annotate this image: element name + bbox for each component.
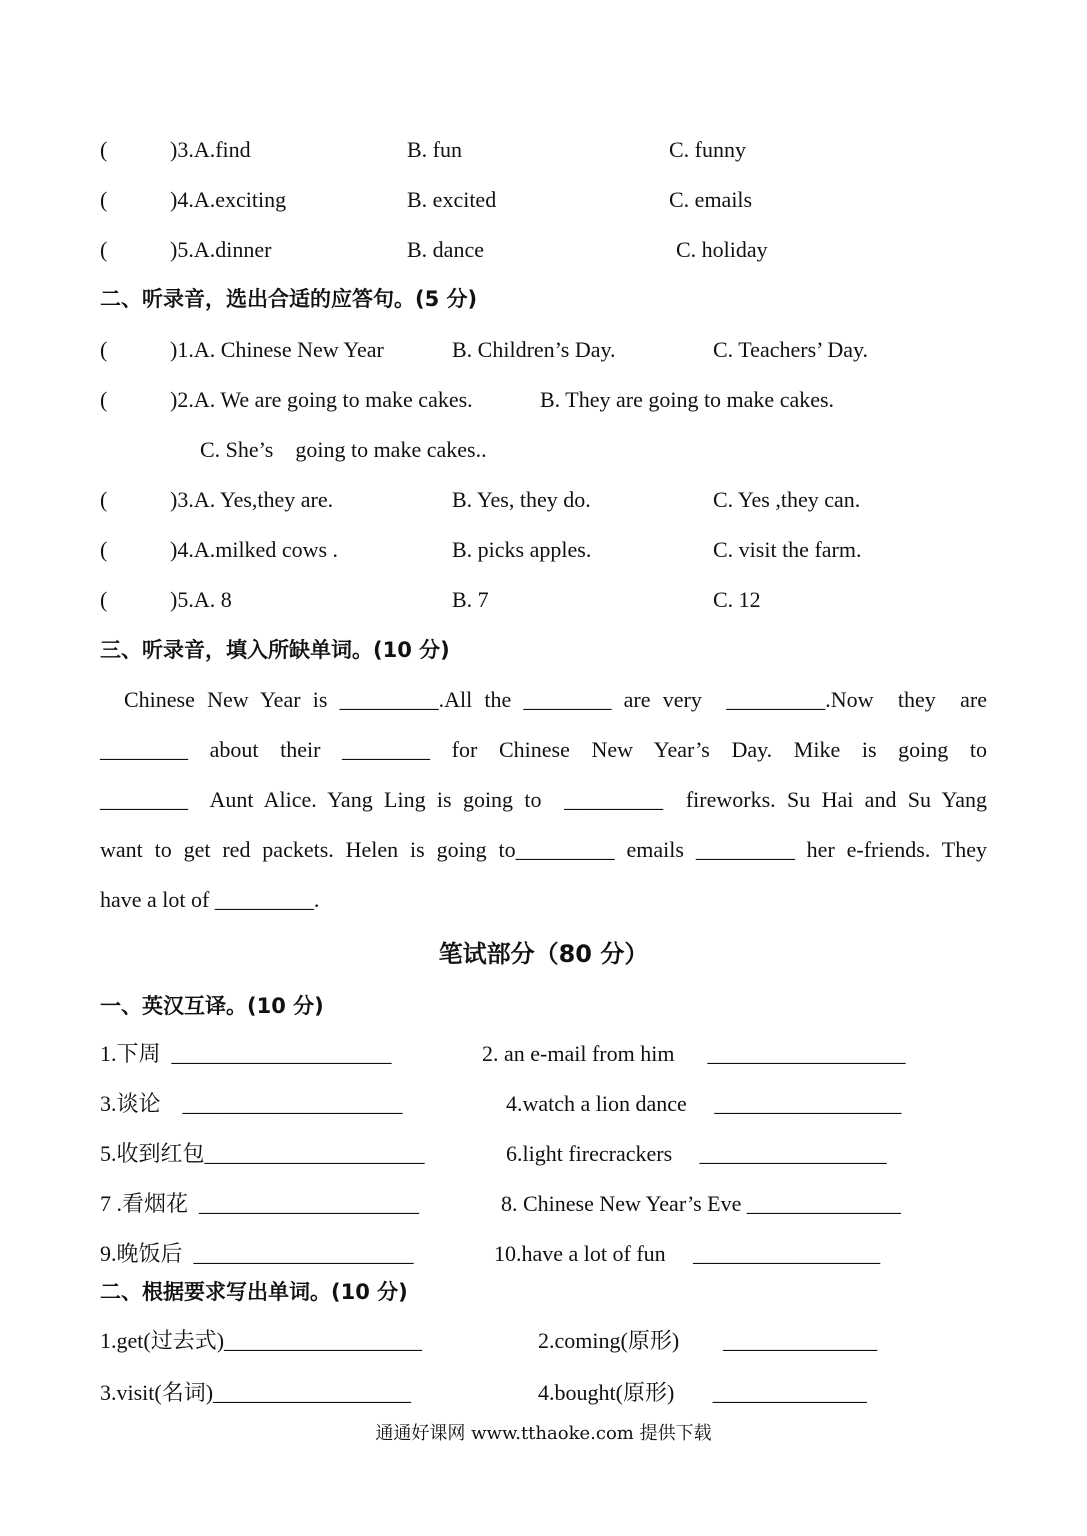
option-a: )4.A.milked cows . <box>170 537 339 562</box>
answer-paren[interactable]: ( <box>100 337 108 362</box>
translation-item[interactable]: 5.收到红包____________________ <box>100 1141 425 1166</box>
section-heading: 二、听录音，选出合适的应答句。(5 分) <box>100 287 478 311</box>
question-row <box>0 382 1087 418</box>
translation-row <box>0 1036 1087 1072</box>
question-row <box>0 232 1087 268</box>
page-footer: 通通好课网 www.tthaoke.com 提供下载 <box>375 1423 712 1444</box>
option-b: B. excited <box>407 187 497 212</box>
section-heading: 一、英汉互译。(10 分) <box>100 994 324 1018</box>
option-b: B. fun <box>407 137 462 162</box>
option-a: )4.A.exciting <box>170 187 287 212</box>
word-form-row <box>0 1323 1087 1359</box>
question-row <box>0 532 1087 568</box>
translation-item[interactable]: 6.light firecrackers _________________ <box>506 1141 887 1166</box>
option-a: )2.A. We are going to make cakes. <box>170 387 473 412</box>
option-c: C. holiday <box>676 237 768 262</box>
passage-line[interactable]: ________ Aunt Alice. Yang Ling is going to _________ fireworks. Su Hai and Su Yang <box>100 787 987 812</box>
answer-paren[interactable]: ( <box>100 487 108 512</box>
question-row <box>0 432 1087 468</box>
section-heading: 三、听录音，填入所缺单词。(10 分) <box>100 638 450 662</box>
word-form-item[interactable]: 4.bought(原形) ______________ <box>538 1380 867 1405</box>
answer-paren[interactable]: ( <box>100 387 108 412</box>
option-a: )5.A. 8 <box>170 587 232 612</box>
option-b: B. Children’s Day. <box>452 337 616 362</box>
cloze-passage <box>100 682 987 932</box>
option-a: )1.A. Chinese New Year <box>170 337 384 362</box>
option-c: C. 12 <box>713 587 761 612</box>
question-row <box>0 132 1087 168</box>
option-c: C. She’s going to make cakes.. <box>200 437 487 462</box>
word-form-item[interactable]: 1.get(过去式)__________________ <box>100 1328 423 1353</box>
option-a: )5.A.dinner <box>170 237 272 262</box>
question-row <box>0 482 1087 518</box>
translation-row <box>0 1186 1087 1222</box>
word-form-row <box>0 1375 1087 1411</box>
passage-line[interactable]: Chinese New Year is _________.All the ________ are very _________.Now they are <box>124 687 987 712</box>
answer-paren[interactable]: ( <box>100 187 108 212</box>
answer-paren[interactable]: ( <box>100 537 108 562</box>
word-form-item[interactable]: 2.coming(原形) ______________ <box>538 1328 878 1353</box>
translation-row <box>0 1236 1087 1272</box>
word-form-item[interactable]: 3.visit(名词)__________________ <box>100 1380 412 1405</box>
translation-row <box>0 1136 1087 1172</box>
translation-item[interactable]: 4.watch a lion dance _________________ <box>506 1091 902 1116</box>
option-b: B. dance <box>407 237 484 262</box>
passage-line[interactable]: have a lot of _________. <box>100 887 320 912</box>
option-b: B. 7 <box>452 587 489 612</box>
question-row <box>0 582 1087 618</box>
translation-item[interactable]: 8. Chinese New Year’s Eve ______________ <box>501 1191 901 1216</box>
option-a: )3.A. Yes,they are. <box>170 487 334 512</box>
passage-line[interactable]: ________ about their ________ for Chinese New Year’s Day. Mike is going to <box>100 737 987 762</box>
translation-item[interactable]: 1.下周 ____________________ <box>100 1041 392 1066</box>
answer-paren[interactable]: ( <box>100 237 108 262</box>
translation-item[interactable]: 3.谈论 ____________________ <box>100 1091 403 1116</box>
option-b: B. picks apples. <box>452 537 592 562</box>
option-c: C. funny <box>669 137 746 162</box>
written-part-title: 笔试部分（80 分） <box>438 940 649 968</box>
option-b: B. They are going to make cakes. <box>540 387 835 412</box>
question-row <box>0 332 1087 368</box>
translation-row <box>0 1086 1087 1122</box>
passage-line[interactable]: want to get red packets. Helen is going to_________ emails _________ her e-friends. They <box>100 837 987 862</box>
answer-paren[interactable]: ( <box>100 137 108 162</box>
option-c: C. emails <box>669 187 753 212</box>
option-c: C. visit the farm. <box>713 537 862 562</box>
translation-item[interactable]: 7 .看烟花 ____________________ <box>100 1191 420 1216</box>
translation-item[interactable]: 2. an e-mail from him __________________ <box>482 1041 906 1066</box>
translation-item[interactable]: 10.have a lot of fun _________________ <box>494 1241 881 1266</box>
option-a: )3.A.find <box>170 137 251 162</box>
section-heading: 二、根据要求写出单词。(10 分) <box>100 1280 408 1304</box>
option-b: B. Yes, they do. <box>452 487 591 512</box>
question-row <box>0 182 1087 218</box>
answer-paren[interactable]: ( <box>100 587 108 612</box>
option-c: C. Yes ,they can. <box>713 487 861 512</box>
option-c: C. Teachers’ Day. <box>713 337 869 362</box>
translation-item[interactable]: 9.晚饭后 ____________________ <box>100 1241 414 1266</box>
